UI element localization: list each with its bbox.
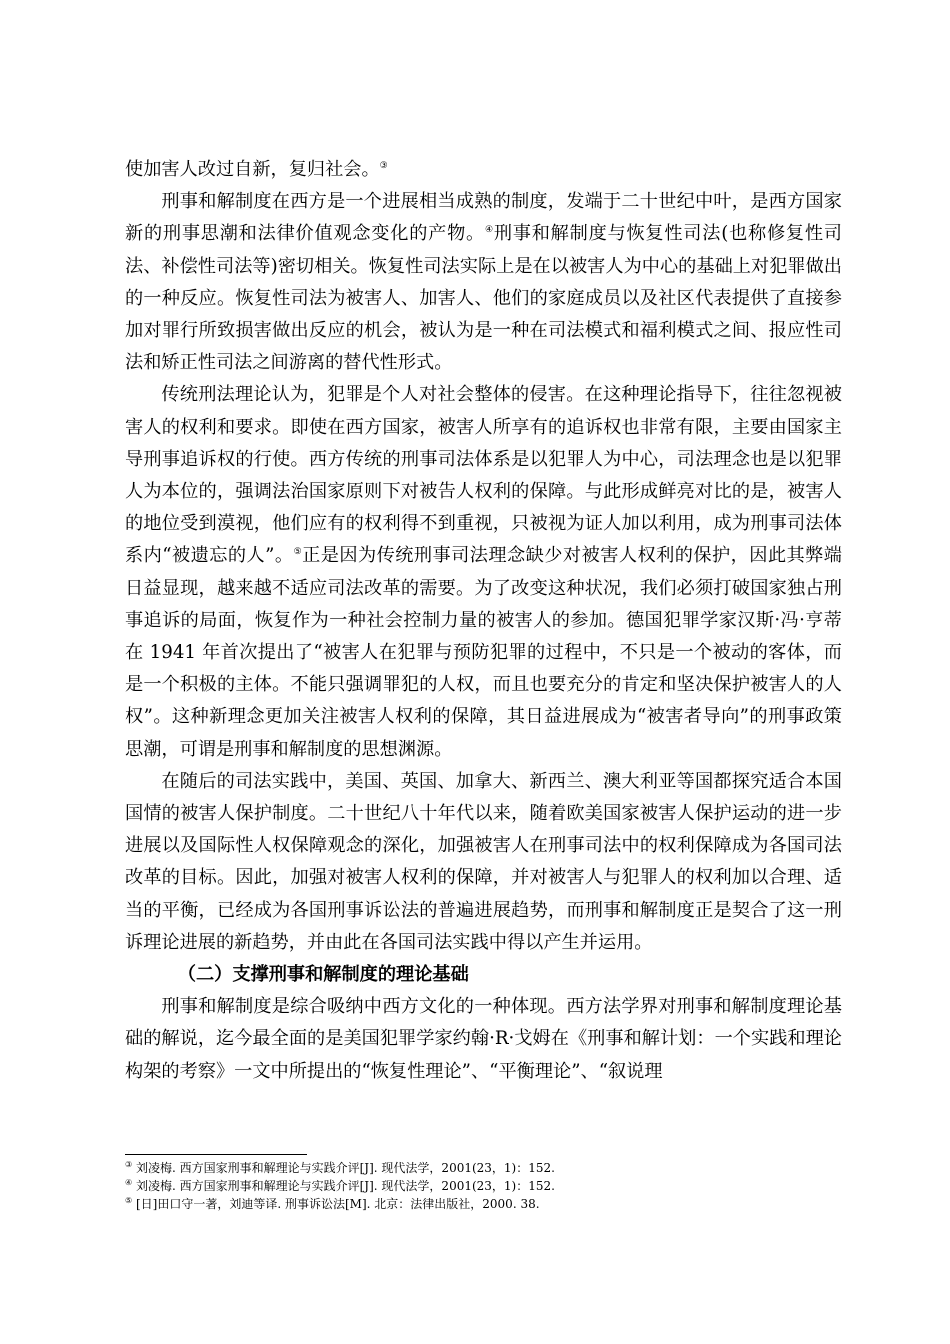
- footnote-ref-4[interactable]: ④: [485, 225, 494, 236]
- paragraph-theoretical-basis: 刑事和解制度是综合吸纳中西方文化的一种体现。西方法学界对刑事和解制度理论基础的解说，迄今最全面的是美国犯罪学家约翰·R·戈姆在《刑事和解计划：一个实践和理论构架的考察》一文中所提出的“恢复性理论”、“平衡理论”、“叙说理: [125, 996, 842, 1082]
- footnote-mark: ⑤: [125, 1196, 133, 1205]
- paragraph-western-origin: 刑事和解制度在西方是一个进展相当成熟的制度，发端于二十世纪中叶，是西方国家新的刑事思潮和法律价值观念变化的产物。④刑事和解制度与恢复性司法(也称修复性司法、补偿性司法等)密切相关。恢复性司法实际上是在以被害人为中心的基础上对犯罪做出的一种反应。恢复性司法为被害人、加害人、他们的家庭成员以及社区代表提供了直接参加对罪行所致损害做出反应的机会，被认为是一种在司法模式和福利模式之间、报应性司法和矫正性司法之间游离的替代性形式。: [125, 191, 842, 374]
- footnote-item: ③ 刘凌梅. 西方国家刑事和解理论与实践介评[J]. 现代法学，2001(23，1)：152.: [125, 1160, 555, 1175]
- footnotes: [125, 1154, 842, 1213]
- footnote-separator: [125, 1154, 307, 1155]
- paragraph-continued: 使加害人改过自新，复归社会。③: [125, 159, 388, 180]
- footnote-ref-5[interactable]: ⑤: [293, 547, 303, 558]
- paragraph-judicial-practice: 在随后的司法实践中，美国、英国、加拿大、新西兰、澳大利亚等国都探究适合本国国情的被害人保护制度。二十世纪八十年代以来，随着欧美国家被害人保护运动的进一步进展以及国际性人权保障观念的深化，加强被害人在刑事司法中的权利保障成为各国司法改革的目标。因此，加强对被害人权利的保障，并对被害人与犯罪人的权利加以合理、适当的平衡，已经成为各国刑事诉讼法的普遍进展趋势，而刑事和解制度正是契合了这一刑诉理论进展的新趋势，并由此在各国司法实践中得以产生并运用。: [125, 770, 842, 953]
- body-text: [125, 154, 842, 1088]
- footnote-item: ⑤ [日]田口守一著，刘迪等译. 刑事诉讼法[M]. 北京：法律出版社，2000. 38.: [125, 1196, 540, 1211]
- paragraph-traditional-theory: 传统刑法理论认为，犯罪是个人对社会整体的侵害。在这种理论指导下，往往忽视被害人的权利和要求。即使在西方国家，被害人所享有的追诉权也非常有限，主要由国家主导刑事追诉权的行使。西方传统的刑事司法体系是以犯罪人为中心，司法理念也是以犯罪人为本位的，强调法治国家原则下对被告人权利的保障。与此形成鲜亮对比的是，被害人的地位受到漠视，他们应有的权利得不到重视，只被视为证人加以利用，成为刑事司法体系内“被遗忘的人”。⑤正是因为传统刑事司法理念缺少对被害人权利的保护，因此其弊端日益显现，越来越不适应司法改革的需要。为了改变这种状况，我们必须打破国家独占刑事追诉的局面，恢复作为一种社会控制力量的被害人的参加。德国犯罪学家汉斯·冯·亨蒂在 1941 年首次提出了“被害人在犯罪与预防犯罪的过程中，不只是一个被动的客体，而是一个积极的主体。不能只强调罪犯的人权，而且也要充分的肯定和坚决保护被害人的人权”。这种新理念更加关注被害人权利的保障，其日益进展成为“被害者导向”的刑事政策思潮，可谓是刑事和解制度的思想渊源。: [125, 384, 842, 760]
- footnote-mark: ③: [125, 1160, 133, 1169]
- footnote-mark: ④: [125, 1178, 133, 1187]
- section-heading: （二）支撑刑事和解制度的理论基础: [177, 964, 469, 986]
- footnote-ref-3[interactable]: ③: [379, 160, 388, 171]
- footnote-item: ④ 刘凌梅. 西方国家刑事和解理论与实践介评[J]. 现代法学，2001(23，1)：152.: [125, 1178, 555, 1193]
